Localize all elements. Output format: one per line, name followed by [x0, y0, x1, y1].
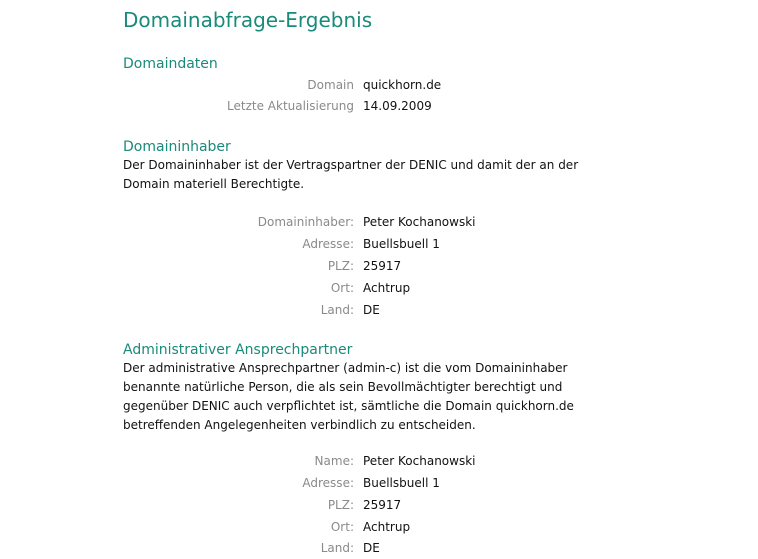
field-last-update [0, 96, 758, 116]
field-label: PLZ: [327, 259, 354, 273]
field-label: Domaininhaber: [257, 215, 354, 229]
field-holder-city [0, 278, 758, 298]
section-heading-domaininhaber: Domaininhaber [123, 139, 231, 155]
field-label: Name: [314, 454, 354, 468]
field-label: Adresse: [302, 476, 354, 490]
field-admin-country [0, 538, 758, 558]
section-description-domaininhaber: Der Domaininhaber ist der Vertragspartner der DENIC und damit der an der Domain materiell Berechtigte. [123, 158, 579, 191]
field-admin-plz [0, 495, 758, 515]
field-value: quickhorn.de [363, 78, 442, 92]
field-admin-name [0, 451, 758, 471]
field-value: DE [363, 541, 380, 555]
field-value: DE [363, 303, 380, 317]
section-heading-admin-contact: Administrativer Ansprechpartner [123, 342, 353, 358]
field-value: 25917 [363, 498, 402, 512]
field-label: Domain [307, 78, 354, 92]
field-label: Land: [320, 541, 354, 555]
field-holder-name [0, 212, 758, 232]
field-value: 14.09.2009 [363, 99, 432, 113]
field-label: Land: [320, 303, 354, 317]
field-holder-country [0, 300, 758, 320]
field-value: Peter Kochanowski [363, 454, 476, 468]
field-value: Peter Kochanowski [363, 215, 476, 229]
field-label: Adresse: [302, 237, 354, 251]
field-value: Achtrup [363, 520, 411, 534]
field-domain [0, 75, 758, 95]
field-admin-address [0, 473, 758, 493]
field-value: Buellsbuell 1 [363, 476, 440, 490]
section-heading-domaindaten: Domaindaten [123, 56, 218, 72]
field-value: Buellsbuell 1 [363, 237, 440, 251]
section-description-admin-contact: Der administrative Ansprechpartner (admin-c) ist die vom Domaininhaber benannte natürliche Person, die als sein Bevollmächtigter berechtigt und gegenüber DENIC auch verpflichtet ist, sämtliche die Domain quickhorn.de betreffenden Angelegenheiten verbindlich zu entscheiden. [123, 361, 574, 432]
field-holder-address [0, 234, 758, 254]
field-holder-plz [0, 256, 758, 276]
field-label: Ort: [330, 520, 354, 534]
field-label: Ort: [330, 281, 354, 295]
field-admin-city [0, 517, 758, 537]
field-label: Letzte Aktualisierung [227, 99, 354, 113]
field-label: PLZ: [327, 498, 354, 512]
field-value: 25917 [363, 259, 402, 273]
page-title: Domainabfrage-Ergebnis [123, 8, 373, 32]
field-value: Achtrup [363, 281, 411, 295]
